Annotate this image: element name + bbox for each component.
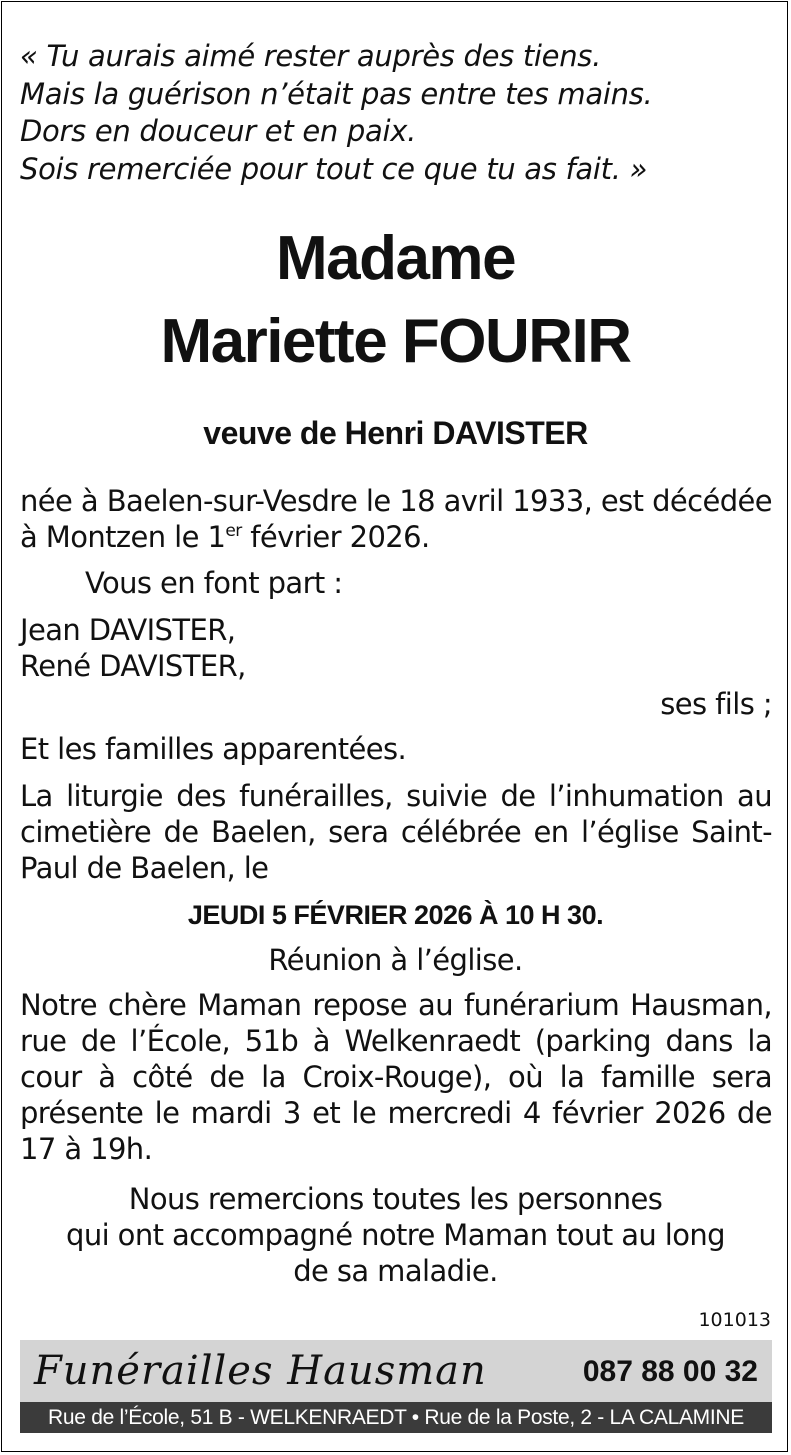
funeral-home-phone: 087 88 00 32 xyxy=(582,1355,758,1388)
quote-line: Dors en douceur et en paix. xyxy=(20,114,416,148)
meeting-place: Réunion à l’église. xyxy=(268,943,523,977)
title-honorific: Madame xyxy=(275,224,516,293)
ceremony-text: La liturgie des funérailles, suivie de l’inhumation au cimetière de Baelen, sera célébrée en l’église Saint-Paul de Baelen, le xyxy=(20,779,772,885)
quote-line: Sois remerciée pour tout ce que tu as fait. » xyxy=(20,151,648,186)
epitaph-quote xyxy=(20,38,780,188)
widow-of: veuve de Henri DAVISTER xyxy=(203,415,588,451)
funeral-home-logo: Funérailles Hausman xyxy=(34,1348,487,1394)
reference-number: 101013 xyxy=(698,1309,771,1331)
announce-line: Vous en font part : xyxy=(85,566,343,600)
thanks-line: Nous remercions toutes les personnes xyxy=(128,1182,663,1216)
deceased-name: Mariette FOURIR xyxy=(160,307,631,376)
banner-header xyxy=(20,1340,772,1402)
funeral-home-banner xyxy=(20,1340,772,1433)
ceremony-date: JEUDI 5 FÉVRIER 2026 À 10 H 30. xyxy=(187,900,604,930)
visitation-text: Notre chère Maman repose au funérarium Hausman, rue de l’École, 51b à Welkenraedt (parking dans la cour à côté de la Croix-Rouge), où la famille sera présente le mardi 3 et le mercredi 4 février 2026 de 17 à 19h. xyxy=(20,988,772,1166)
extended-family: Et les familles apparentées. xyxy=(20,732,407,766)
family-member: René DAVISTER, xyxy=(20,649,246,683)
thanks-line: qui ont accompagné notre Maman tout au long xyxy=(66,1218,725,1252)
birth-death-statement xyxy=(20,483,772,555)
thanks-line: de sa maladie. xyxy=(293,1254,498,1288)
quote-line: « Tu aurais aimé rester auprès des tiens. xyxy=(20,39,602,73)
ordinal-suffix: er xyxy=(225,521,242,541)
family-relation: ses fils ; xyxy=(660,687,772,721)
quote-line: Mais la guérison n’était pas entre tes mains. xyxy=(20,76,653,111)
death-date: février 2026. xyxy=(241,520,430,554)
thanks-message xyxy=(0,1181,791,1289)
family-member: Jean DAVISTER, xyxy=(20,613,236,647)
birth-text: née à Baelen-sur-Vesdre le 18 avril 1933, est décédée à Montzen le 1 xyxy=(20,484,772,554)
funeral-home-address: Rue de l’École, 51 B - WELKENRAEDT • Rue de la Poste, 2 - LA CALAMINE xyxy=(20,1402,772,1433)
